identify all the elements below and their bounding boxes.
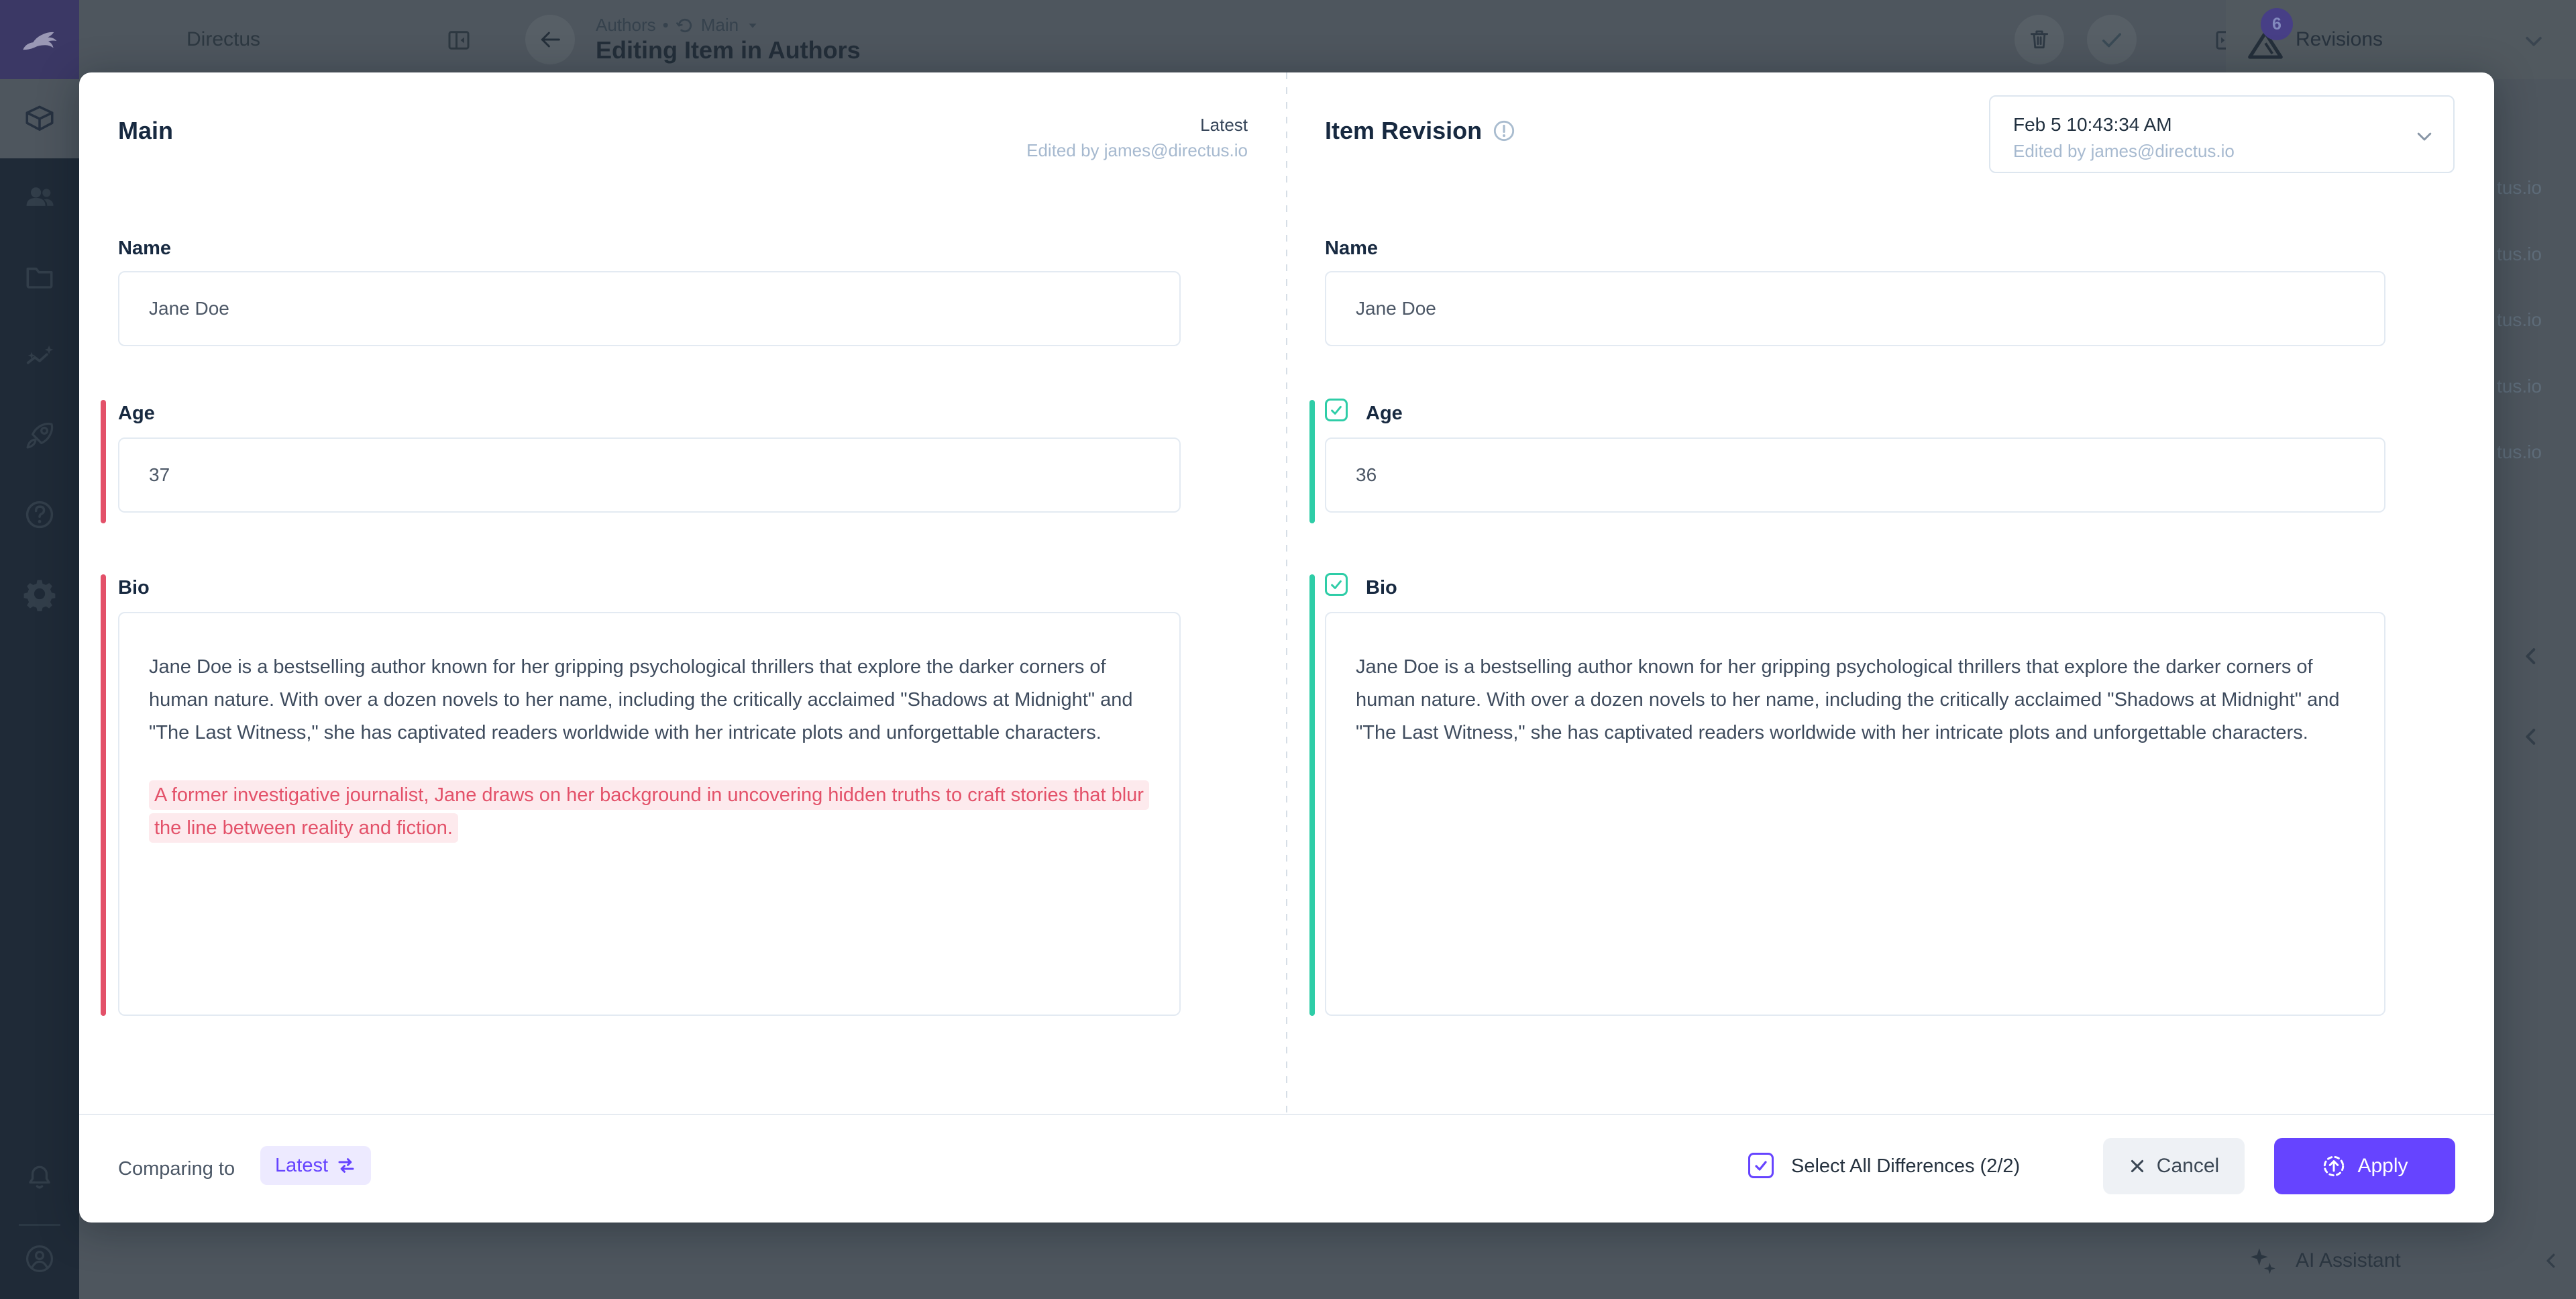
- pane-revision: [1287, 72, 2494, 1114]
- bio-paragraph-removed: A former investigative journalist, Jane draws on her background in uncovering hidden truths to craft stories that blur the line between reality and fiction.: [149, 780, 1149, 843]
- revision-edited-by: Edited by james@directus.io: [2013, 141, 2235, 161]
- bio-diff-indicator: [1309, 574, 1315, 1016]
- check-icon: [2098, 25, 2126, 54]
- trash-icon: [2026, 26, 2053, 53]
- cube-icon: [23, 102, 56, 136]
- age-diff-indicator: [101, 400, 106, 523]
- ai-assistant-bar[interactable]: [2226, 1223, 2576, 1299]
- users-icon: [22, 180, 57, 215]
- x-icon: [2129, 1157, 2146, 1175]
- age-field-label: Age: [118, 403, 155, 424]
- name-input-revision[interactable]: [1325, 271, 2385, 346]
- pane-revision-title: Item Revision: [1325, 117, 1483, 144]
- ai-assistant-label: AI Assistant: [2296, 1249, 2401, 1271]
- check-icon: [1329, 577, 1344, 592]
- module-insights[interactable]: [0, 317, 79, 396]
- module-bar: [0, 0, 79, 1299]
- arrow-left-icon: [537, 26, 564, 53]
- apply-button[interactable]: [2274, 1138, 2455, 1194]
- chevron-down-icon[interactable]: [2522, 30, 2545, 52]
- module-settings[interactable]: [0, 554, 79, 633]
- user-menu-button[interactable]: [0, 1219, 79, 1298]
- revision-timestamp: Feb 5 10:43:34 AM: [2013, 114, 2172, 135]
- chevron-left-icon[interactable]: [2520, 723, 2542, 750]
- swap-icon: [336, 1155, 356, 1176]
- meta-latest: Latest: [1200, 115, 1248, 135]
- chevron-left-icon[interactable]: [2541, 1249, 2561, 1272]
- bio-paragraph: Jane Doe is a bestselling author known for her gripping psychological thrillers that explore the darker corners of human nature. With over a dozen novels to her name, including the critically acclaimed "Shadows at Midnight" and "The Last Witness," she has captivated readers worldwide with her intricate plots and unforgettable characters.: [149, 656, 1133, 743]
- comparing-to-label: Comparing to: [118, 1158, 235, 1180]
- revision-list-fragment: tus.io: [2497, 376, 2542, 397]
- bell-icon: [23, 1161, 56, 1195]
- revision-list-fragment: tus.io: [2497, 244, 2542, 264]
- module-marketplace[interactable]: [0, 396, 79, 475]
- modal-footer: [79, 1115, 2494, 1223]
- revisions-count-badge: 6: [2261, 8, 2293, 40]
- bio-textarea[interactable]: [118, 612, 1181, 1016]
- rocket-icon: [22, 418, 57, 453]
- age-field-label: Age: [1366, 403, 1403, 424]
- comparing-to-value: Latest: [275, 1154, 328, 1176]
- apply-revert-icon: [2321, 1153, 2347, 1179]
- module-content[interactable]: [0, 79, 79, 158]
- directus-logo[interactable]: [0, 0, 79, 79]
- check-icon: [1753, 1157, 1769, 1174]
- revisions-drawer-title: Revisions: [2296, 28, 2383, 50]
- collapse-nav-button[interactable]: [445, 26, 473, 54]
- name-field-label: Name: [1325, 238, 1378, 259]
- name-input-value: Jane Doe: [149, 298, 229, 319]
- bio-field-label: Bio: [118, 577, 150, 599]
- comparing-to-pill[interactable]: [260, 1146, 371, 1185]
- age-input-value: 37: [149, 464, 170, 485]
- bio-diff-indicator: [101, 574, 106, 1016]
- bio-field-label: Bio: [1366, 577, 1397, 599]
- cancel-button[interactable]: [2103, 1138, 2245, 1194]
- sparkles-icon: [2246, 1244, 2279, 1278]
- rabbit-logo-icon: [17, 17, 62, 62]
- bio-textarea-revision[interactable]: [1325, 612, 2385, 1016]
- cancel-button-label: Cancel: [2156, 1155, 2220, 1177]
- revision-compare-modal: [79, 72, 2494, 1223]
- select-all-checkbox[interactable]: [1748, 1153, 1774, 1178]
- bio-select-checkbox[interactable]: [1325, 573, 1348, 596]
- age-input[interactable]: [118, 437, 1181, 513]
- module-users[interactable]: [0, 158, 79, 238]
- pane-main: [79, 72, 1287, 1114]
- name-field-label: Name: [118, 238, 171, 259]
- meta-edited-by: Edited by james@directus.io: [1026, 140, 1248, 160]
- revision-list-fragment: tus.io: [2497, 309, 2542, 330]
- save-item-button[interactable]: [2087, 15, 2137, 64]
- info-icon[interactable]: [1493, 119, 1515, 142]
- breadcrumb-separator: •: [662, 15, 669, 35]
- breadcrumb-version[interactable]: Main: [700, 15, 739, 35]
- revision-select-dropdown[interactable]: [1989, 95, 2455, 173]
- insights-icon: [22, 339, 57, 374]
- page-title: Editing Item in Authors: [596, 36, 861, 64]
- name-input-value: Jane Doe: [1356, 298, 1436, 319]
- project-name: Directus: [186, 28, 261, 50]
- breadcrumb-collection[interactable]: Authors: [596, 15, 656, 35]
- check-icon: [1329, 403, 1344, 417]
- chevron-left-icon[interactable]: [2520, 643, 2542, 670]
- back-button[interactable]: [525, 15, 575, 64]
- panel-collapse-icon: [445, 26, 473, 54]
- module-help[interactable]: [0, 475, 79, 554]
- delete-item-button[interactable]: [2015, 15, 2064, 64]
- age-input-revision[interactable]: [1325, 437, 2385, 513]
- gear-icon: [22, 576, 57, 611]
- folder-icon: [23, 260, 56, 294]
- name-input[interactable]: [118, 271, 1181, 346]
- age-select-checkbox[interactable]: [1325, 399, 1348, 421]
- caret-down-icon: [745, 18, 760, 33]
- chevron-down-icon: [2414, 126, 2434, 146]
- notifications-button[interactable]: [0, 1139, 79, 1218]
- apply-button-label: Apply: [2357, 1155, 2408, 1177]
- age-input-value: 36: [1356, 464, 1377, 485]
- revision-list-fragment: tus.io: [2497, 177, 2542, 198]
- avatar-icon: [22, 1241, 57, 1276]
- module-files[interactable]: [0, 238, 79, 317]
- pane-main-title: Main: [118, 117, 174, 144]
- bio-paragraph: Jane Doe is a bestselling author known for her gripping psychological thrillers that explore the darker corners of human nature. With over a dozen novels to her name, including the critically acclaimed "Shadows at Midnight" and "The Last Witness," she has captivated readers worldwide with her intricate plots and unforgettable characters.: [1356, 656, 2340, 743]
- revision-list-fragment: tus.io: [2497, 441, 2542, 462]
- select-all-label: Select All Differences (2/2): [1791, 1155, 2021, 1177]
- pane-main-meta: [1026, 113, 1248, 164]
- breadcrumb[interactable]: [596, 15, 760, 36]
- age-diff-indicator: [1309, 400, 1315, 523]
- app-header: [79, 0, 2576, 79]
- help-icon: [22, 497, 57, 532]
- version-icon: [676, 16, 694, 35]
- revisions-drawer-header[interactable]: [2226, 0, 2576, 79]
